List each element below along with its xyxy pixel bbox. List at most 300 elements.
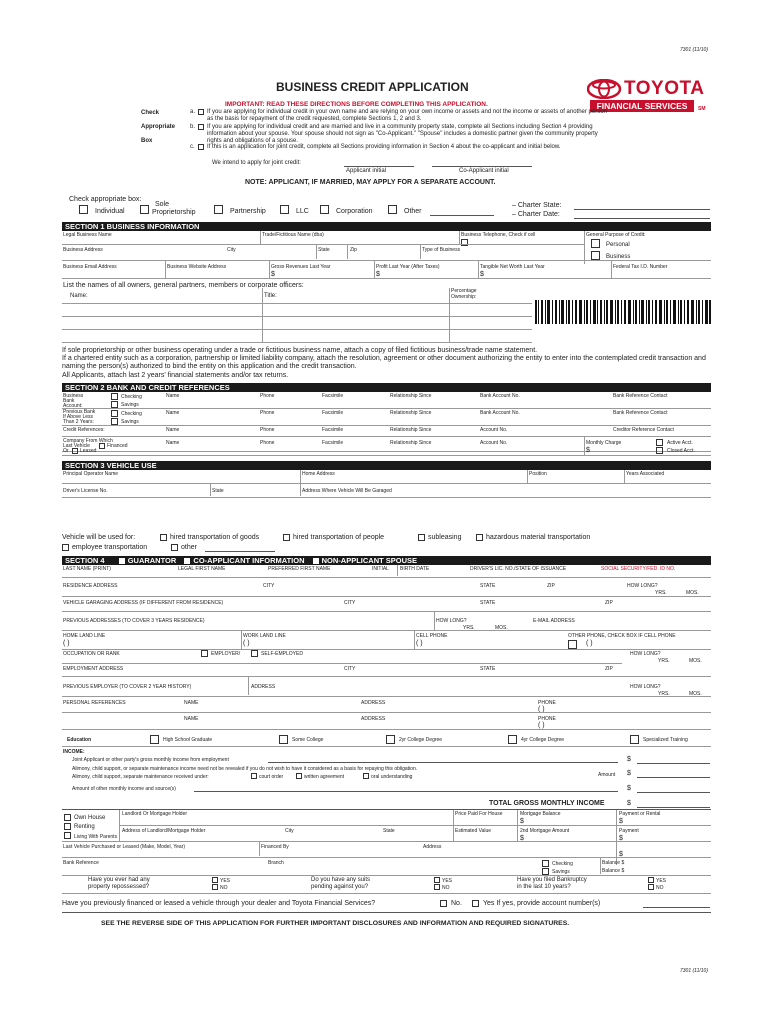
owners-label: List the names of all owners, general partners, members or corporate officers: (63, 282, 304, 289)
used-for-label: Vehicle will be used for: (62, 534, 136, 541)
company-vehicle-label-3: Or (63, 448, 69, 454)
edu-somecollege-checkbox[interactable] (279, 735, 288, 744)
court-order-label: court order (259, 774, 284, 780)
price-paid-label: Price Paid For House (455, 811, 503, 817)
prev-financed-no-checkbox[interactable] (440, 900, 447, 907)
suits-q-2: pending against you? (311, 884, 369, 890)
residence-yrs-label: YRS. (655, 590, 667, 596)
prev-bank-label-2: If Above Less (63, 414, 94, 420)
written-agreement-label: written agreement (304, 774, 345, 780)
income-label: INCOME: (63, 749, 85, 755)
personal-checkbox[interactable] (591, 239, 600, 248)
reverse-side-notice: SEE THE REVERSE SIDE OF THIS APPLICATION FOR FURTHER IMPORTANT DISCLOSURES AND INFORMATION AND REQUIRED SIGNATURES. (101, 920, 570, 927)
emp-city-label: CITY (344, 666, 356, 672)
prev-bank-label-1: Previous Bank (63, 409, 96, 415)
oral-understanding-checkbox[interactable] (363, 773, 369, 779)
ref2-phone-label: PHONE (538, 716, 556, 722)
bank-account-label-2: Bank (63, 398, 75, 404)
prev-phone-label: Phone (260, 410, 275, 416)
nonapplicant-label: NON-APPLICANT SPOUSE (321, 556, 418, 565)
income-1-dollar: $ (627, 756, 631, 763)
brand-name: TOYOTA (624, 78, 705, 99)
active-acct-checkbox[interactable] (656, 439, 663, 446)
garaging-city-label: CITY (344, 600, 356, 606)
checking-balance-label: Balance $ (602, 860, 625, 866)
bank-fax-label: Facsimile (322, 393, 344, 399)
edu-2yr-checkbox[interactable] (386, 735, 395, 744)
vehicle-fax-label: Facsimile (322, 440, 344, 446)
bankruptcy-yes-checkbox[interactable] (648, 877, 654, 883)
net-worth-dollar: $ (480, 271, 484, 278)
partnership-label: Partnership (230, 208, 266, 215)
ref1-phone-label: PHONE (538, 700, 556, 706)
bank-savings-checkbox[interactable] (111, 401, 118, 408)
prev-bank-label-3: Than 2 Years: (63, 419, 94, 425)
income-line-2: Alimony, child support, or separate maintenance income need not be revealed if you do not wish to have it considered as a basis for repaying this obligation. (72, 766, 418, 772)
home-address-label: Home Address (302, 471, 335, 477)
section-2-header: SECTION 2 BANK AND CREDIT REFERENCES (62, 383, 711, 392)
profit-label: Profit Last Year (After Taxes) (376, 264, 440, 270)
amount-dollar: $ (627, 770, 631, 777)
emp-howlong-label: HOW LONG? (630, 651, 661, 657)
prev-financed-yes-checkbox[interactable] (472, 900, 479, 907)
closed-acct-checkbox[interactable] (656, 447, 663, 454)
renting-checkbox[interactable] (64, 823, 71, 830)
operator-label: Principal Operator Name (63, 471, 119, 477)
llc-checkbox[interactable] (280, 205, 289, 214)
work-line-paren: ( ) (243, 640, 250, 647)
other-entity-checkbox[interactable] (388, 205, 397, 214)
savings-balance-label: Balance $ (602, 868, 625, 874)
edu-somecollege-label: Some College (292, 737, 324, 743)
court-order-checkbox[interactable] (251, 773, 257, 779)
employer-checkbox[interactable] (201, 650, 208, 657)
option-b-checkbox[interactable] (198, 124, 204, 130)
guarantor-label: GUARANTOR (127, 556, 177, 565)
emp-yrs-label: YRS. (658, 658, 670, 664)
prev-checking-label: Checking (121, 411, 142, 417)
ownership-label: Ownership: (451, 294, 477, 300)
prev-name-label: Name (166, 410, 180, 416)
other-entity-label: Other (404, 208, 422, 215)
home-line-label: HOME LAND LINE (63, 633, 106, 639)
bankruptcy-no-label: NO (656, 885, 664, 891)
prev-savings-label: Savings (121, 419, 139, 425)
fictitious-name-paragraph: If sole proprietorship or other business operating under a trade or fictitious business name, attach a copy of filed fictitious business/trade name statement. (62, 347, 538, 354)
hazmat-checkbox[interactable] (476, 534, 483, 541)
charter-date-label: – Charter Date: (512, 211, 560, 218)
profit-dollar: $ (376, 271, 380, 278)
financed-label: Financed (107, 443, 128, 449)
legal-first-label: LEGAL FIRST NAME (178, 566, 226, 572)
repossessed-yes-label: YES (220, 878, 231, 884)
legal-name-label: Legal Business Name (63, 232, 112, 238)
initial-label: INITIAL (372, 566, 389, 572)
prev-financed-question: Have you previously financed or leased a vehicle through your dealer and Toyota Financial Services? (62, 900, 376, 907)
edu-specialized-label: Specialized Training (643, 737, 688, 743)
vehicle-account-no-label: Account No. (480, 440, 508, 446)
bank-account-no-label: Bank Account No. (480, 393, 520, 399)
landlord-address-label: Address of Landlord/Mortgage Holder (122, 828, 206, 834)
section-4-header (62, 556, 711, 565)
suits-no-label: NO (442, 885, 450, 891)
last-name-label: LAST NAME (PRINT) (63, 566, 111, 572)
credit-phone-label: Phone (260, 427, 275, 433)
section-1-header: SECTION 1 BUSINESS INFORMATION (62, 222, 711, 231)
financed-address-label: Address (423, 844, 442, 850)
edu-highschool-checkbox[interactable] (150, 735, 159, 744)
option-c-letter: c. (190, 144, 195, 150)
hazmat-label: hazardous material transportation (486, 534, 591, 541)
credit-account-no-label: Account No. (480, 427, 508, 433)
other-phone-label: OTHER PHONE, CHECK BOX IF CELL PHONE (568, 633, 676, 639)
entity-prompt: Check appropriate box: (69, 196, 142, 203)
employee-label: employee transportation (72, 544, 148, 551)
other-phone-paren: ( ) (586, 640, 593, 647)
personal-refs-label: PERSONAL REFERENCES (63, 700, 126, 706)
vehicle-name-label: Name (166, 440, 180, 446)
zip-label: Zip (350, 247, 357, 253)
suits-q-1: Do you have any suits (311, 877, 371, 883)
prev-financed-yes-label: Yes If yes, provide account number(s) (483, 900, 601, 907)
email-label: E-MAIL ADDRESS (533, 618, 575, 624)
prev-financed-no-label: No. (451, 900, 462, 907)
vehicle-relationship-label: Relationship Since (390, 440, 432, 446)
pref-first-label: PREFERRED FIRST NAME (268, 566, 331, 572)
bankruptcy-no-checkbox[interactable] (648, 884, 654, 890)
bank-phone-label: Phone (260, 393, 275, 399)
proprietorship-label: Proprietorship (152, 209, 196, 216)
prev-checking-checkbox[interactable] (111, 410, 118, 417)
mortgage-balance-label: Mortgage Balance (520, 811, 561, 817)
rental-payment-label: Payment or Rental (619, 811, 661, 817)
ssn-label: SOCIAL SECURITY/FED. ID NO. (601, 566, 676, 572)
creditor-ref-label: Creditor Reference Contact (613, 427, 674, 433)
form-code-bottom: 7301 (11/10) (680, 968, 708, 974)
ref-savings-checkbox[interactable] (542, 868, 549, 875)
people-label: hired transportation of people (293, 534, 385, 541)
employee-checkbox[interactable] (62, 544, 69, 551)
bankruptcy-q-1: Have you filed Bankruptcy (517, 877, 587, 883)
purpose-label: General Purpose of Credit: (586, 232, 646, 238)
gross-dollar: $ (271, 271, 275, 278)
charter-date-line[interactable] (574, 218, 710, 219)
landlord-city-label: City (285, 828, 294, 834)
cell-phone-label: CELL PHONE (416, 633, 448, 639)
mortgage-balance-dollar: $ (520, 818, 524, 825)
coapplicant-initial-label: Co-Applicant initial (459, 168, 509, 174)
landlord-state-label: State (383, 828, 395, 834)
company-vehicle-label-1: Company From Which (63, 438, 113, 444)
closed-acct-label: Closed Acct. (667, 448, 695, 454)
state-label: State (318, 247, 330, 253)
credit-fax-label: Facsimile (322, 427, 344, 433)
garaging-label: VEHICLE GARAGING ADDRESS (IF DIFFERENT FROM RESIDENCE) (63, 600, 224, 606)
nonapplicant-checkbox[interactable] (313, 558, 319, 564)
gross-revenue-label: Gross Revenues Last Year (271, 264, 331, 270)
goods-label: hired transportation of goods (170, 534, 260, 541)
active-acct-label: Active Acct. (667, 440, 693, 446)
occupation-label: OCCUPATION OR RANK (63, 651, 120, 657)
vehicle-payment-dollar: $ (619, 851, 623, 858)
residence-zip-label: ZIP (547, 583, 555, 589)
prev-howlong-label: HOW LONG? (436, 618, 467, 624)
home-line-paren: ( ) (63, 640, 70, 647)
prev-account-no-label: Bank Account No. (480, 410, 520, 416)
option-a-letter: a. (190, 109, 196, 115)
business-email-label: Business Email Address (63, 264, 117, 270)
amount-label: Amount (598, 772, 616, 778)
cell-phone-paren: ( ) (416, 640, 423, 647)
income-line-4: Amount of other monthly income and source(s) (72, 786, 176, 792)
brand-sub: FINANCIAL SERVICES (590, 100, 694, 112)
business-website-label: Business Website Address (167, 264, 227, 270)
residence-howlong-label: HOW LONG? (627, 583, 658, 589)
garaging-zip-label: ZIP (605, 600, 613, 606)
monthly-charge-dollar: $ (586, 447, 590, 454)
applicant-initial-line[interactable] (344, 166, 414, 167)
total-income-dollar: $ (627, 800, 631, 807)
edu-specialized-checkbox[interactable] (630, 735, 639, 744)
own-house-checkbox[interactable] (64, 814, 71, 821)
barcode (535, 300, 711, 324)
edu-4yr-label: 4yr College Degree (521, 737, 565, 743)
ref-savings-label: Savings (552, 869, 570, 875)
repossessed-no-label: NO (220, 885, 228, 891)
credit-name-label: Name (166, 427, 180, 433)
bank-name-label: Name (166, 393, 180, 399)
net-worth-label: Tangible Net Worth Last Year (480, 264, 545, 270)
bankruptcy-q-2: in the last 10 years? (517, 884, 571, 890)
second-mortgage-label: 2nd Mortgage Amount (520, 828, 570, 834)
repossessed-yes-checkbox[interactable] (212, 877, 218, 883)
ref-checking-label: Checking (552, 861, 573, 867)
birth-date-label: BIRTH DATE (400, 566, 430, 572)
emp-state-label: STATE (480, 666, 496, 672)
landlord-label: Landlord Or Mortgage Holder (122, 811, 188, 817)
important-note: IMPORTANT: READ THESE DIRECTIONS BEFORE COMPLETING THIS APPLICATION. (225, 101, 488, 108)
individual-label: Individual (95, 208, 125, 215)
sole-label: Sole (155, 201, 170, 208)
credit-relationship-label: Relationship Since (390, 427, 432, 433)
section-3-header: SECTION 3 VEHICLE USE (62, 461, 711, 470)
prev-address-label: PREVIOUS ADDRESSES (TO COVER 3 YEARS RESIDENCE) (63, 618, 205, 624)
ref1-phone-paren: ( ) (538, 706, 545, 713)
suits-no-checkbox[interactable] (434, 884, 440, 890)
emp-address-label: EMPLOYMENT ADDRESS (63, 666, 124, 672)
applicant-initial-label: Applicant initial (346, 168, 387, 174)
second-mortgage-dollar: $ (520, 835, 524, 842)
guarantor-checkbox[interactable] (119, 558, 125, 564)
goods-checkbox[interactable] (160, 534, 167, 541)
prev-ref-contact-label: Bank Reference Contact (613, 410, 668, 416)
suits-yes-checkbox[interactable] (434, 877, 440, 883)
option-c-text: If this is an application for joint credit, complete all Sections providing information in Section 4 about the co-applicant and initial below. (207, 144, 561, 150)
employer-label: EMPLOYER/ (211, 651, 241, 657)
edu-2yr-label: 2yr College Degree (399, 737, 443, 743)
owner-title-label: Title: (264, 293, 277, 299)
renting-label: Renting (74, 824, 95, 830)
edu-4yr-checkbox[interactable] (508, 735, 517, 744)
credit-refs-label: Credit References: (63, 427, 105, 433)
other-income-dollar: $ (627, 785, 631, 792)
ref-checking-checkbox[interactable] (542, 860, 549, 867)
company-vehicle-label-2: Last Vehicle (63, 443, 90, 449)
residence-city-label: CITY (263, 583, 275, 589)
suits-yes-label: YES (442, 878, 453, 884)
box-label: Box (141, 138, 153, 144)
license-state-label: State (212, 488, 224, 494)
ref2-phone-paren: ( ) (538, 722, 545, 729)
bank-account-label-1: Business (63, 393, 84, 399)
bank-checking-checkbox[interactable] (111, 393, 118, 400)
business-label: Business (606, 254, 631, 260)
appropriate-label: Appropriate (141, 124, 176, 130)
bank-checking-label: Checking (121, 394, 142, 400)
prev-fax-label: Facsimile (322, 410, 344, 416)
other-income-field[interactable] (637, 792, 710, 793)
garaged-label: Address Where Vehicle Will Be Garaged (302, 488, 392, 494)
financials-paragraph: All Applicants, attach last 2 years' financial statements and/or tax returns. (62, 372, 289, 379)
income-line-1: Joint Applicant or other party's gross monthly income from employment (72, 757, 229, 763)
repossessed-q-1: Have you ever had any (88, 877, 150, 883)
self-employed-checkbox[interactable] (251, 650, 258, 657)
bank-ref-contact-label: Bank Reference Contact (613, 393, 668, 399)
residence-label: RESIDENCE ADDRESS (63, 583, 118, 589)
coapplicant-checkbox[interactable] (184, 558, 190, 564)
option-a-checkbox[interactable] (198, 109, 204, 115)
corporation-label: Corporation (336, 208, 373, 215)
other-use-checkbox[interactable] (171, 544, 178, 551)
charter-state-label: – Charter State: (512, 202, 562, 209)
residence-state-label: STATE (480, 583, 496, 589)
financed-by-label: Financed By (261, 844, 289, 850)
sublease-label: subleasing (428, 534, 462, 541)
page-title: BUSINESS CREDIT APPLICATION (276, 80, 469, 94)
bankruptcy-yes-label: YES (656, 878, 667, 884)
check-label: Check (141, 110, 160, 116)
parents-checkbox[interactable] (64, 832, 71, 839)
parents-label: Living With Parents (74, 834, 118, 840)
option-c-checkbox[interactable] (198, 144, 204, 150)
prev-mos-label: MOS. (495, 625, 508, 631)
coapplicant-initial-line[interactable] (432, 166, 532, 167)
other-phone-cell-checkbox[interactable] (568, 640, 577, 649)
prev-employer-address-label: ADDRESS (251, 684, 276, 690)
income-line-3: Alimony, child support, separate maintenance received under: (72, 774, 209, 780)
toyota-emblem-icon (587, 79, 623, 99)
income-1-field[interactable] (637, 763, 710, 764)
sole-prop-checkbox[interactable] (140, 205, 149, 214)
payment-dollar: $ (619, 835, 623, 842)
prev-emp-mos-label: MOS. (689, 691, 702, 697)
brand-sm: SM (698, 106, 706, 112)
ref2-address-label: ADDRESS (361, 716, 386, 722)
option-a-text: If you are applying for individual credit in your own name and are relying on your own income or assets and not the income or assets of another person as the basis for repayment of the credit requested, complete Sections 1, 2 and 3. (207, 109, 607, 122)
form-code: 7301 (11/10) (680, 47, 708, 53)
last-vehicle-label: Last Vehicle Purchased or Leased (Make, Model, Year) (63, 844, 186, 850)
account-numbers-line[interactable] (643, 907, 710, 908)
business-type-label: Type of Business (422, 247, 461, 253)
other-entity-line[interactable] (430, 215, 494, 216)
position-label: Position (529, 471, 547, 477)
people-checkbox[interactable] (283, 534, 290, 541)
charter-state-line[interactable] (574, 209, 710, 210)
prev-employer-label: PREVIOUS EMPLOYER (TO COVER 2 YEAR HISTORY) (63, 684, 192, 690)
percentage-label: Percentage (451, 288, 477, 294)
work-line-label: WORK LAND LINE (243, 633, 286, 639)
prev-emp-yrs-label: YRS. (658, 691, 670, 697)
bank-savings-label: Savings (121, 402, 139, 408)
married-note: NOTE: APPLICANT, IF MARRIED, MAY APPLY FOR A SEPARATE ACCOUNT. (245, 179, 496, 186)
corporation-checkbox[interactable] (320, 205, 329, 214)
repossessed-q-2: property repossessed? (88, 884, 150, 890)
oral-understanding-label: oral understanding (371, 774, 413, 780)
monthly-charge-label: Monthly Charge (586, 440, 622, 446)
prev-savings-checkbox[interactable] (111, 418, 118, 425)
business-phone-label: Business Telephone, Check if cell (461, 232, 536, 238)
edu-highschool-label: High School Graduate (163, 737, 213, 743)
bank-relationship-label: Relationship Since (390, 393, 432, 399)
rental-payment-dollar: $ (619, 818, 623, 825)
emp-mos-label: MOS. (689, 658, 702, 664)
financed-checkbox[interactable] (99, 443, 105, 449)
ref1-address-label: ADDRESS (361, 700, 386, 706)
total-income-label: TOTAL GROSS MONTHLY INCOME (489, 800, 605, 807)
branch-label: Branch (268, 860, 284, 866)
individual-checkbox[interactable] (79, 205, 88, 214)
vehicle-phone-label: Phone (260, 440, 275, 446)
written-agreement-checkbox[interactable] (296, 773, 302, 779)
payment-label: Payment (619, 828, 639, 834)
total-income-field[interactable] (637, 807, 710, 808)
amount-field[interactable] (637, 777, 710, 778)
prev-emp-howlong-label: HOW LONG? (630, 684, 661, 690)
personal-label: Personal (606, 242, 630, 248)
partnership-checkbox[interactable] (214, 205, 223, 214)
other-use-label: other (181, 544, 197, 551)
estimated-value-label: Estimated Value (455, 828, 492, 834)
business-checkbox[interactable] (591, 251, 600, 260)
self-employed-label: SELF-EMPLOYED (261, 651, 303, 657)
section-4-label: SECTION 4 (65, 556, 105, 565)
owner-name-label: Name: (70, 293, 88, 299)
dba-label: Trade/Fictitious Name (dba) (262, 232, 324, 238)
leased-label: Leased (80, 448, 97, 454)
education-label: Education (67, 737, 92, 743)
ref1-name-label: NAME (184, 700, 199, 706)
other-use-line[interactable] (205, 551, 275, 552)
business-address-label: Business Address (63, 247, 103, 253)
tax-id-label: Federal Tax I.D. Number (613, 264, 668, 270)
prev-relationship-label: Relationship Since (390, 410, 432, 416)
city-label: City (227, 247, 236, 253)
ref2-name-label: NAME (184, 716, 199, 722)
option-b-letter: b. (190, 124, 196, 130)
prev-yrs-label: YRS. (463, 625, 475, 631)
years-associated-label: Years Associated (626, 471, 665, 477)
bank-reference-label: Bank Reference (63, 860, 99, 866)
joint-intent-label: We intend to apply for joint credit: (212, 160, 301, 166)
license-label: Driver's License No. (63, 488, 108, 494)
garaging-state-label: STATE (480, 600, 496, 606)
own-house-label: Own House (74, 815, 106, 821)
leased-checkbox[interactable] (72, 448, 78, 454)
sublease-checkbox[interactable] (418, 534, 425, 541)
repossessed-no-checkbox[interactable] (212, 884, 218, 890)
llc-label: LLC (296, 208, 309, 215)
drivers-lic-label: DRIVER'S LIC. NO./STATE OF ISSUANCE (470, 566, 567, 572)
